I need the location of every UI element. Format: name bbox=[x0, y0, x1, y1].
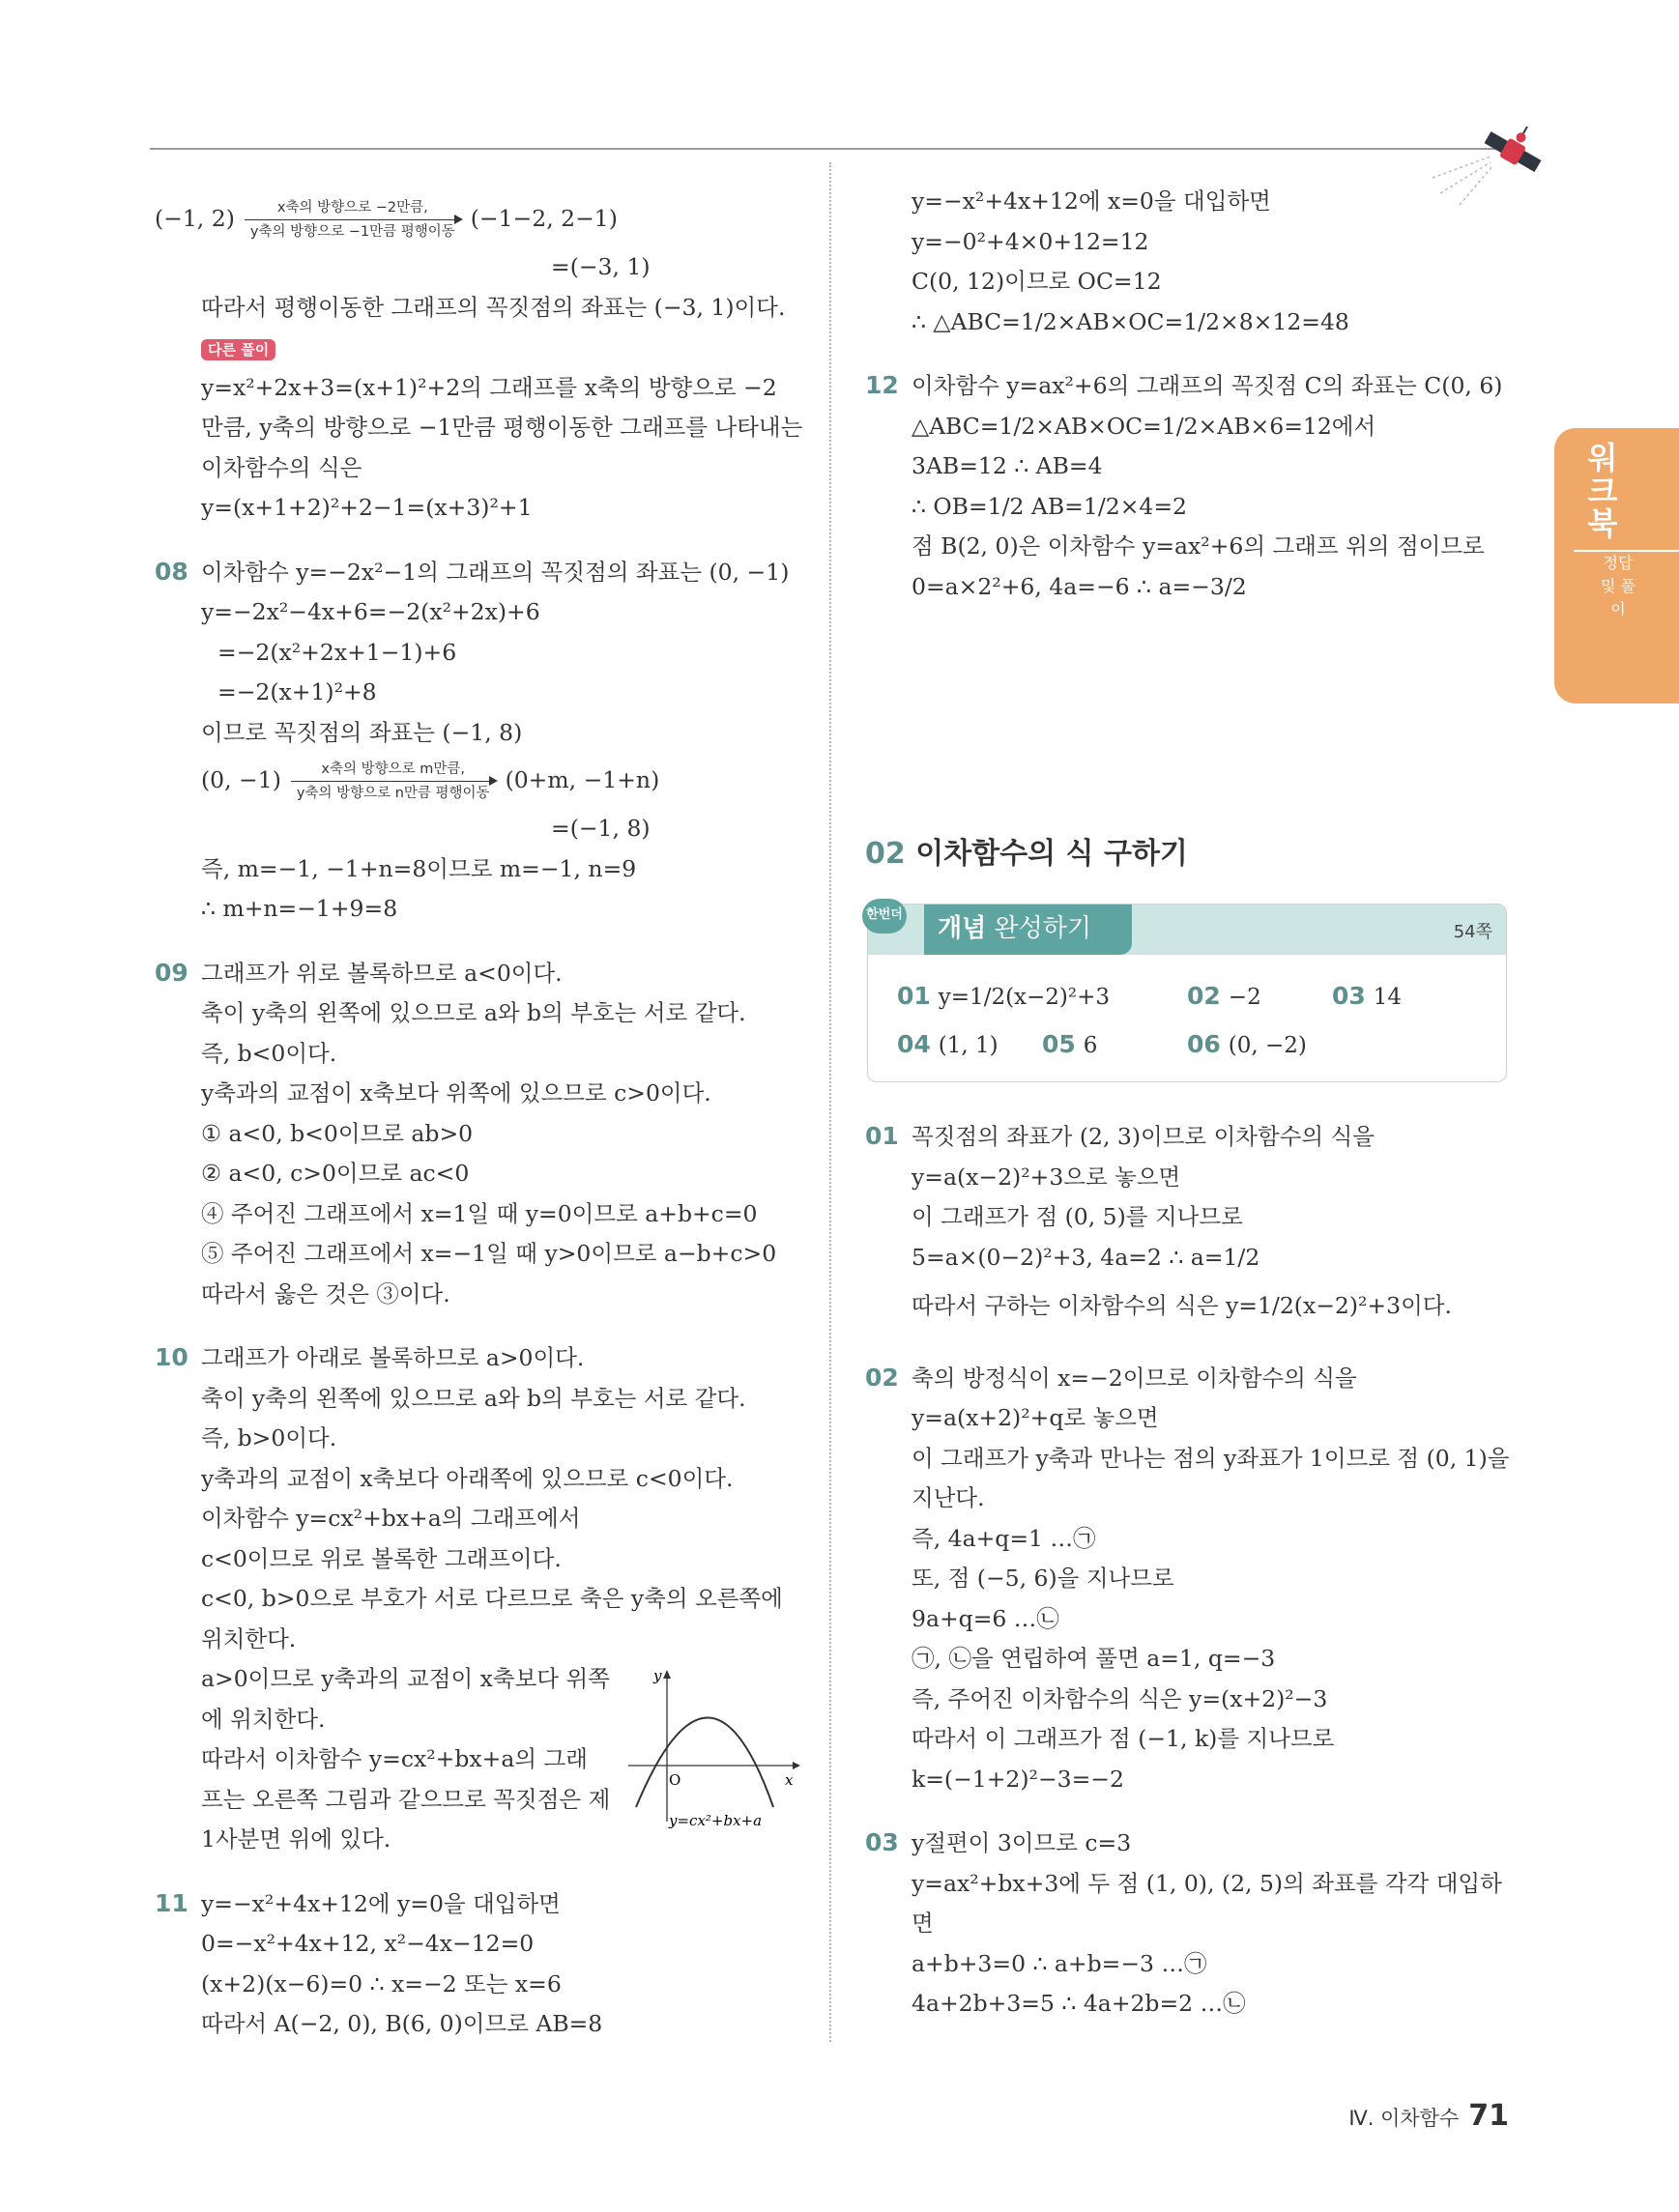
workbook-side-tab bbox=[1554, 428, 1679, 704]
concept-page-ref: 54쪽 bbox=[1453, 922, 1492, 942]
text-line: =(−1, 8) bbox=[551, 815, 651, 842]
text-line: y=−x²+4x+12에 x=0을 대입하면 bbox=[912, 187, 1271, 215]
text-line: 즉, m=−1, −1+n=8이므로 m=−1, n=9 bbox=[201, 854, 637, 882]
text-line: 또, 점 (−5, 6)을 지나므로 bbox=[912, 1565, 1174, 1592]
problem-09 bbox=[155, 953, 804, 994]
alt-solution-tag: 다른 풀이 bbox=[201, 339, 275, 360]
text-line: 이 그래프가 y축과 만나는 점의 y좌표가 1이므로 점 (0, 1)을 bbox=[912, 1444, 1510, 1472]
text-line: c<0, b>0으로 부호가 서로 다르므로 축은 y축의 오른쪽에 bbox=[201, 1585, 783, 1612]
answer-value: (1, 1) bbox=[938, 1033, 999, 1058]
top-rule bbox=[150, 148, 1498, 150]
text-line: ㉠, ㉡을 연립하여 풀면 a=1, q=−3 bbox=[912, 1645, 1276, 1672]
answer-number: 05 bbox=[1042, 1030, 1076, 1058]
text-line: y=a(x+2)²+q로 놓으면 bbox=[912, 1404, 1159, 1431]
y-axis-label: y bbox=[653, 1667, 662, 1684]
page-number: 71 bbox=[1468, 2099, 1509, 2133]
concept-title-rest: 완성하기 bbox=[994, 914, 1091, 943]
concept-badge: 한번더 bbox=[862, 899, 907, 934]
text-line: 축이 y축의 왼쪽에 있으므로 a와 b의 부호는 서로 같다. bbox=[201, 1384, 746, 1412]
text-line: 그래프가 아래로 볼록하므로 a>0이다. bbox=[201, 1344, 585, 1371]
point-to: (0+m, −1+n) bbox=[505, 766, 660, 794]
text-line: 0=a×2²+6, 4a=−6 ∴ a=−3/2 bbox=[912, 572, 1247, 600]
text-line: 꼭짓점의 좌표가 (2, 3)이므로 이차함수의 식을 bbox=[912, 1123, 1375, 1150]
text-line: 지난다. bbox=[912, 1484, 985, 1511]
answer-item bbox=[1042, 1030, 1097, 1058]
text-line: 에 위치한다. bbox=[201, 1705, 326, 1733]
text-line: ∴ OB=1/2 AB=1/2×4=2 bbox=[912, 492, 1187, 520]
arrow-label-bottom: y축의 방향으로 n만큼 평행이동 bbox=[296, 785, 490, 801]
x-axis-label: x bbox=[785, 1771, 794, 1789]
text-line: 1사분면 위에 있다. bbox=[201, 1825, 391, 1853]
text-line: ① a<0, b<0이므로 ab>0 bbox=[201, 1119, 474, 1147]
section-title bbox=[865, 829, 1188, 872]
concept-title-bold: 개념 bbox=[938, 914, 987, 943]
text-line: 이차함수 y=cx²+bx+a의 그래프에서 bbox=[201, 1505, 581, 1532]
side-tab-subtitle: 정답 및 풀이 bbox=[1601, 554, 1636, 618]
concept-answers-box bbox=[867, 904, 1507, 1082]
answer-value: (0, −2) bbox=[1228, 1033, 1307, 1058]
answer-number: 02 bbox=[1187, 982, 1221, 1010]
text-line: 이차함수 y=ax²+6의 그래프의 꼭짓점 C의 좌표는 C(0, 6) bbox=[912, 372, 1503, 399]
text-line: y=ax²+bx+3에 두 점 (1, 0), (2, 5)의 좌표를 각각 대입하 bbox=[912, 1869, 1502, 1897]
text-line: 즉, b<0이다. bbox=[201, 1039, 337, 1067]
text-line: 따라서 평행이동한 그래프의 꼭짓점의 좌표는 (−3, 1)이다. bbox=[201, 293, 786, 321]
text-line: 축의 방정식이 x=−2이므로 이차함수의 식을 bbox=[912, 1364, 1357, 1392]
answer-item bbox=[1187, 1030, 1307, 1058]
text-line: c<0이므로 위로 볼록한 그래프이다. bbox=[201, 1544, 562, 1572]
answer-value: 6 bbox=[1083, 1033, 1098, 1058]
point-to: (−1−2, 2−1) bbox=[470, 205, 618, 233]
text-line: =(−3, 1) bbox=[551, 253, 651, 280]
answer-number: 06 bbox=[1187, 1030, 1221, 1058]
origin-label: O bbox=[669, 1771, 681, 1789]
text-line: 따라서 옳은 것은 ③이다. bbox=[201, 1279, 450, 1307]
answer-number: 04 bbox=[897, 1030, 931, 1058]
text-line: 만큼, y축의 방향으로 −1만큼 평행이동한 그래프를 나타내는 bbox=[201, 414, 803, 441]
problem-11 bbox=[155, 1883, 804, 1925]
text-line: (x+2)(x−6)=0 ∴ x=−2 또는 x=6 bbox=[201, 1969, 562, 1997]
text-line: a>0이므로 y축과의 교점이 x축보다 위쪽 bbox=[201, 1665, 610, 1692]
text-line: 그래프가 위로 볼록하므로 a<0이다. bbox=[201, 959, 563, 987]
text-line: 4a+2b+3=5 ∴ 4a+2b=2 …㉡ bbox=[912, 1990, 1246, 2017]
answer-number: 01 bbox=[897, 982, 931, 1010]
text-line: ∴ △ABC=1/2×AB×OC=1/2×8×12=48 bbox=[912, 307, 1349, 335]
text-line: ② a<0, c>0이므로 ac<0 bbox=[201, 1160, 470, 1187]
problem-number: 11 bbox=[155, 1888, 188, 1917]
text-line: 점 B(2, 0)은 이차함수 y=ax²+6의 그래프 위의 점이므로 bbox=[912, 532, 1485, 560]
text-line: y=a(x−2)²+3으로 놓으면 bbox=[912, 1163, 1181, 1191]
page-footer bbox=[1348, 2099, 1509, 2133]
text-line: 9a+q=6 …㉡ bbox=[912, 1604, 1059, 1632]
concept-tab bbox=[924, 905, 1132, 955]
problem-number: 01 bbox=[865, 1122, 899, 1150]
text-line: a+b+3=0 ∴ a+b=−3 …㉠ bbox=[912, 1949, 1207, 1977]
translation-arrow bbox=[245, 198, 461, 242]
point-from: (0, −1) bbox=[201, 766, 281, 794]
text-line: 3AB=12 ∴ AB=4 bbox=[912, 452, 1103, 479]
text-line: ④ 주어진 그래프에서 x=1일 때 y=0이므로 a+b+c=0 bbox=[201, 1199, 758, 1227]
text-line: y=(x+1+2)²+2−1=(x+3)²+1 bbox=[201, 494, 533, 521]
parabola-curve bbox=[636, 1718, 773, 1808]
point-from: (−1, 2) bbox=[155, 205, 235, 233]
solution-01 bbox=[865, 1116, 1515, 1158]
text-line: ⑤ 주어진 그래프에서 x=−1일 때 y>0이므로 a−b+c>0 bbox=[201, 1240, 777, 1267]
problem-number: 12 bbox=[865, 371, 899, 399]
text-line: y=−x²+4x+12에 y=0을 대입하면 bbox=[201, 1889, 561, 1917]
text-line: 즉, 4a+q=1 …㉠ bbox=[912, 1524, 1096, 1552]
solution-03 bbox=[865, 1823, 1515, 1864]
problem-number: 09 bbox=[155, 958, 188, 987]
text-line: ∴ m+n=−1+9=8 bbox=[201, 895, 398, 922]
answer-number: 03 bbox=[1332, 982, 1366, 1010]
chapter-label: Ⅳ. 이차함수 bbox=[1348, 2107, 1460, 2130]
text-line: 따라서 A(−2, 0), B(6, 0)이므로 AB=8 bbox=[201, 2010, 603, 2037]
text-line: 따라서 이차함수 y=cx²+bx+a의 그래 bbox=[201, 1745, 588, 1772]
text-line: y축과의 교점이 x축보다 위쪽에 있으므로 c>0이다. bbox=[201, 1079, 711, 1106]
answer-value: −2 bbox=[1228, 985, 1261, 1010]
text-line: 축이 y축의 왼쪽에 있으므로 a와 b의 부호는 서로 같다. bbox=[201, 999, 746, 1026]
text-line: 즉, b>0이다. bbox=[201, 1424, 337, 1451]
text-line: 즉, 주어진 이차함수의 식은 y=(x+2)²−3 bbox=[912, 1684, 1328, 1712]
text-line: 면 bbox=[912, 1910, 934, 1937]
answer-item bbox=[897, 982, 1110, 1010]
problem-number: 08 bbox=[155, 557, 188, 586]
text-line: y=−2x²−4x+6=−2(x²+2x)+6 bbox=[201, 598, 540, 625]
text-line: =−2(x+1)²+8 bbox=[217, 678, 377, 705]
answer-item bbox=[1187, 982, 1261, 1010]
arrow-label-bottom: y축의 방향으로 −1만큼 평행이동 bbox=[249, 223, 455, 240]
problem-12 bbox=[865, 365, 1515, 407]
text-line: 프는 오른쪽 그림과 같으므로 꼭짓점은 제 bbox=[201, 1785, 611, 1813]
side-tab-title: 워크북 bbox=[1587, 440, 1618, 542]
section-number: 02 bbox=[865, 837, 906, 871]
text-line: C(0, 12)이므로 OC=12 bbox=[912, 268, 1162, 295]
text-line: 이므로 꼭짓점의 좌표는 (−1, 8) bbox=[201, 718, 523, 746]
section-title-text: 이차함수의 식 구하기 bbox=[915, 837, 1188, 871]
text-line: y=x²+2x+3=(x+1)²+2의 그래프를 x축의 방향으로 −2 bbox=[201, 373, 777, 401]
problem-10 bbox=[155, 1337, 804, 1379]
column-divider bbox=[829, 162, 831, 2042]
translation-step bbox=[155, 753, 804, 809]
parabola-graph bbox=[628, 1667, 802, 1831]
problem-number: 10 bbox=[155, 1343, 188, 1371]
text-line: k=(−1+2)²−3=−2 bbox=[912, 1765, 1124, 1793]
arrow-label-top: x축의 방향으로 −2만큼, bbox=[276, 199, 428, 215]
text-line: 5=a×(0−2)²+3, 4a=2 ∴ a=1/2 bbox=[912, 1243, 1260, 1271]
solution-02 bbox=[865, 1358, 1515, 1399]
problem-number: 02 bbox=[865, 1363, 899, 1392]
answer-value: y=1/2(x−2)²+3 bbox=[938, 985, 1111, 1010]
text-line: 이차함수 y=−2x²−1의 그래프의 꼭짓점의 좌표는 (0, −1) bbox=[201, 558, 790, 586]
text-line: 0=−x²+4x+12, x²−4x−12=0 bbox=[201, 1930, 535, 1957]
text-line: 위치한다. bbox=[201, 1624, 297, 1652]
text-line: y축과의 교점이 x축보다 아래쪽에 있으므로 c<0이다. bbox=[201, 1464, 734, 1492]
text-line: 이 그래프가 점 (0, 5)를 지나므로 bbox=[912, 1203, 1243, 1230]
text-line: y=−0²+4×0+12=12 bbox=[912, 227, 1149, 255]
problem-number: 03 bbox=[865, 1828, 899, 1856]
text-line: 이차함수의 식은 bbox=[201, 453, 362, 481]
answer-value: 14 bbox=[1373, 985, 1403, 1010]
curve-label: y=cx²+bx+a bbox=[669, 1812, 763, 1829]
arrow-label-top: x축의 방향으로 m만큼, bbox=[321, 761, 466, 777]
right-column-lower bbox=[865, 1116, 1515, 2025]
text-line: =−2(x²+2x+1−1)+6 bbox=[217, 638, 457, 666]
translation-step bbox=[155, 191, 804, 247]
answer-item bbox=[1332, 982, 1402, 1010]
translation-arrow bbox=[291, 760, 496, 803]
text-line: △ABC=1/2×AB×OC=1/2×AB×6=12에서 bbox=[912, 412, 1376, 440]
answer-item bbox=[897, 1030, 999, 1058]
text-line: y절편이 3이므로 c=3 bbox=[912, 1829, 1132, 1856]
right-column bbox=[865, 182, 1515, 607]
problem-08 bbox=[155, 552, 804, 593]
text-line: 따라서 이 그래프가 점 (−1, k)를 지나므로 bbox=[912, 1725, 1335, 1752]
text-line: 따라서 구하는 이차함수의 식은 y=1/2(x−2)²+3이다. bbox=[912, 1291, 1452, 1319]
